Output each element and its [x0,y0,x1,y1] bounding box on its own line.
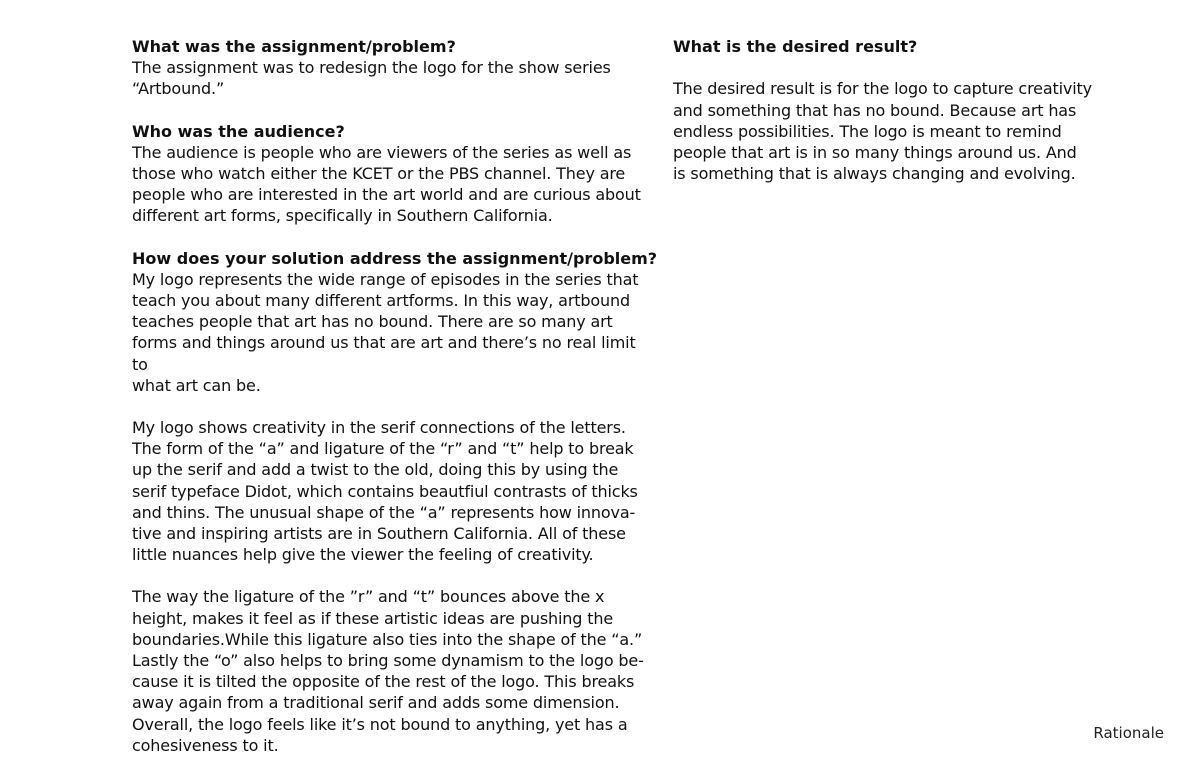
left-column [132,36,658,777]
solution-paragraph-3: The way the ligature of the ”r” and “t” bounces above the x height, makes it feel as if these artistic ideas are pushing the boundaries.While this ligature also ties into the shape of the “a.” Lastly the “o” also helps to bring some dynamism to the logo be- cause it is tilted the opposite of the rest of the logo. This breaks away again from a traditional serif and adds some dimension. Overall, the logo feels like it’s not bound to anything, yet has a cohesiveness to it. [132,587,644,755]
audience-heading: Who was the audience? [132,121,345,141]
audience-section [132,121,654,227]
desired-result-heading: What is the desired result? [673,37,918,56]
solution-paragraph-2: My logo shows creativity in the serif connections of the letters. The form of the “a” and ligature of the “r” and “t” help to break up the serif and add a twist to the old, doing this by using the serif typeface Didot, which contains beautfiul contrasts of thicks and thins. The unusual shape of the “a” represents how innova- tive and inspiring artists are in Southern California. All of these little nuances help give the viewer the feeling of creativity. [132,418,638,565]
desired-result-paragraph: The desired result is for the logo to capture creativity and something that has no bound. Because art has endless possibilities. The logo is meant to remind people that art is in so many things around us. And is something that is always changing and evolving. [673,79,1092,184]
assignment-paragraph: The assignment was to redesign the logo for the show series “Artbound.” [132,58,611,99]
solution-heading: How does your solution address the assignment/problem? [132,248,658,268]
assignment-section [132,36,654,100]
right-column [673,36,1103,184]
solution-section [132,248,658,756]
audience-paragraph: The audience is people who are viewers of the series as well as those who watch either the KCET or the PBS channel. They are people who are interested in the art world and are curious about different art forms, specifically in Southern California. [132,142,641,226]
solution-paragraph-1: My logo represents the wide range of episodes in the series that teach you about many different artforms. In this way, artbound teaches people that art has no bound. There are so many art forms and things around us that are art and there’s no real limit to what art can be. [132,269,639,395]
assignment-heading: What was the assignment/problem? [132,37,456,56]
page-label: Rationale [1093,724,1164,742]
